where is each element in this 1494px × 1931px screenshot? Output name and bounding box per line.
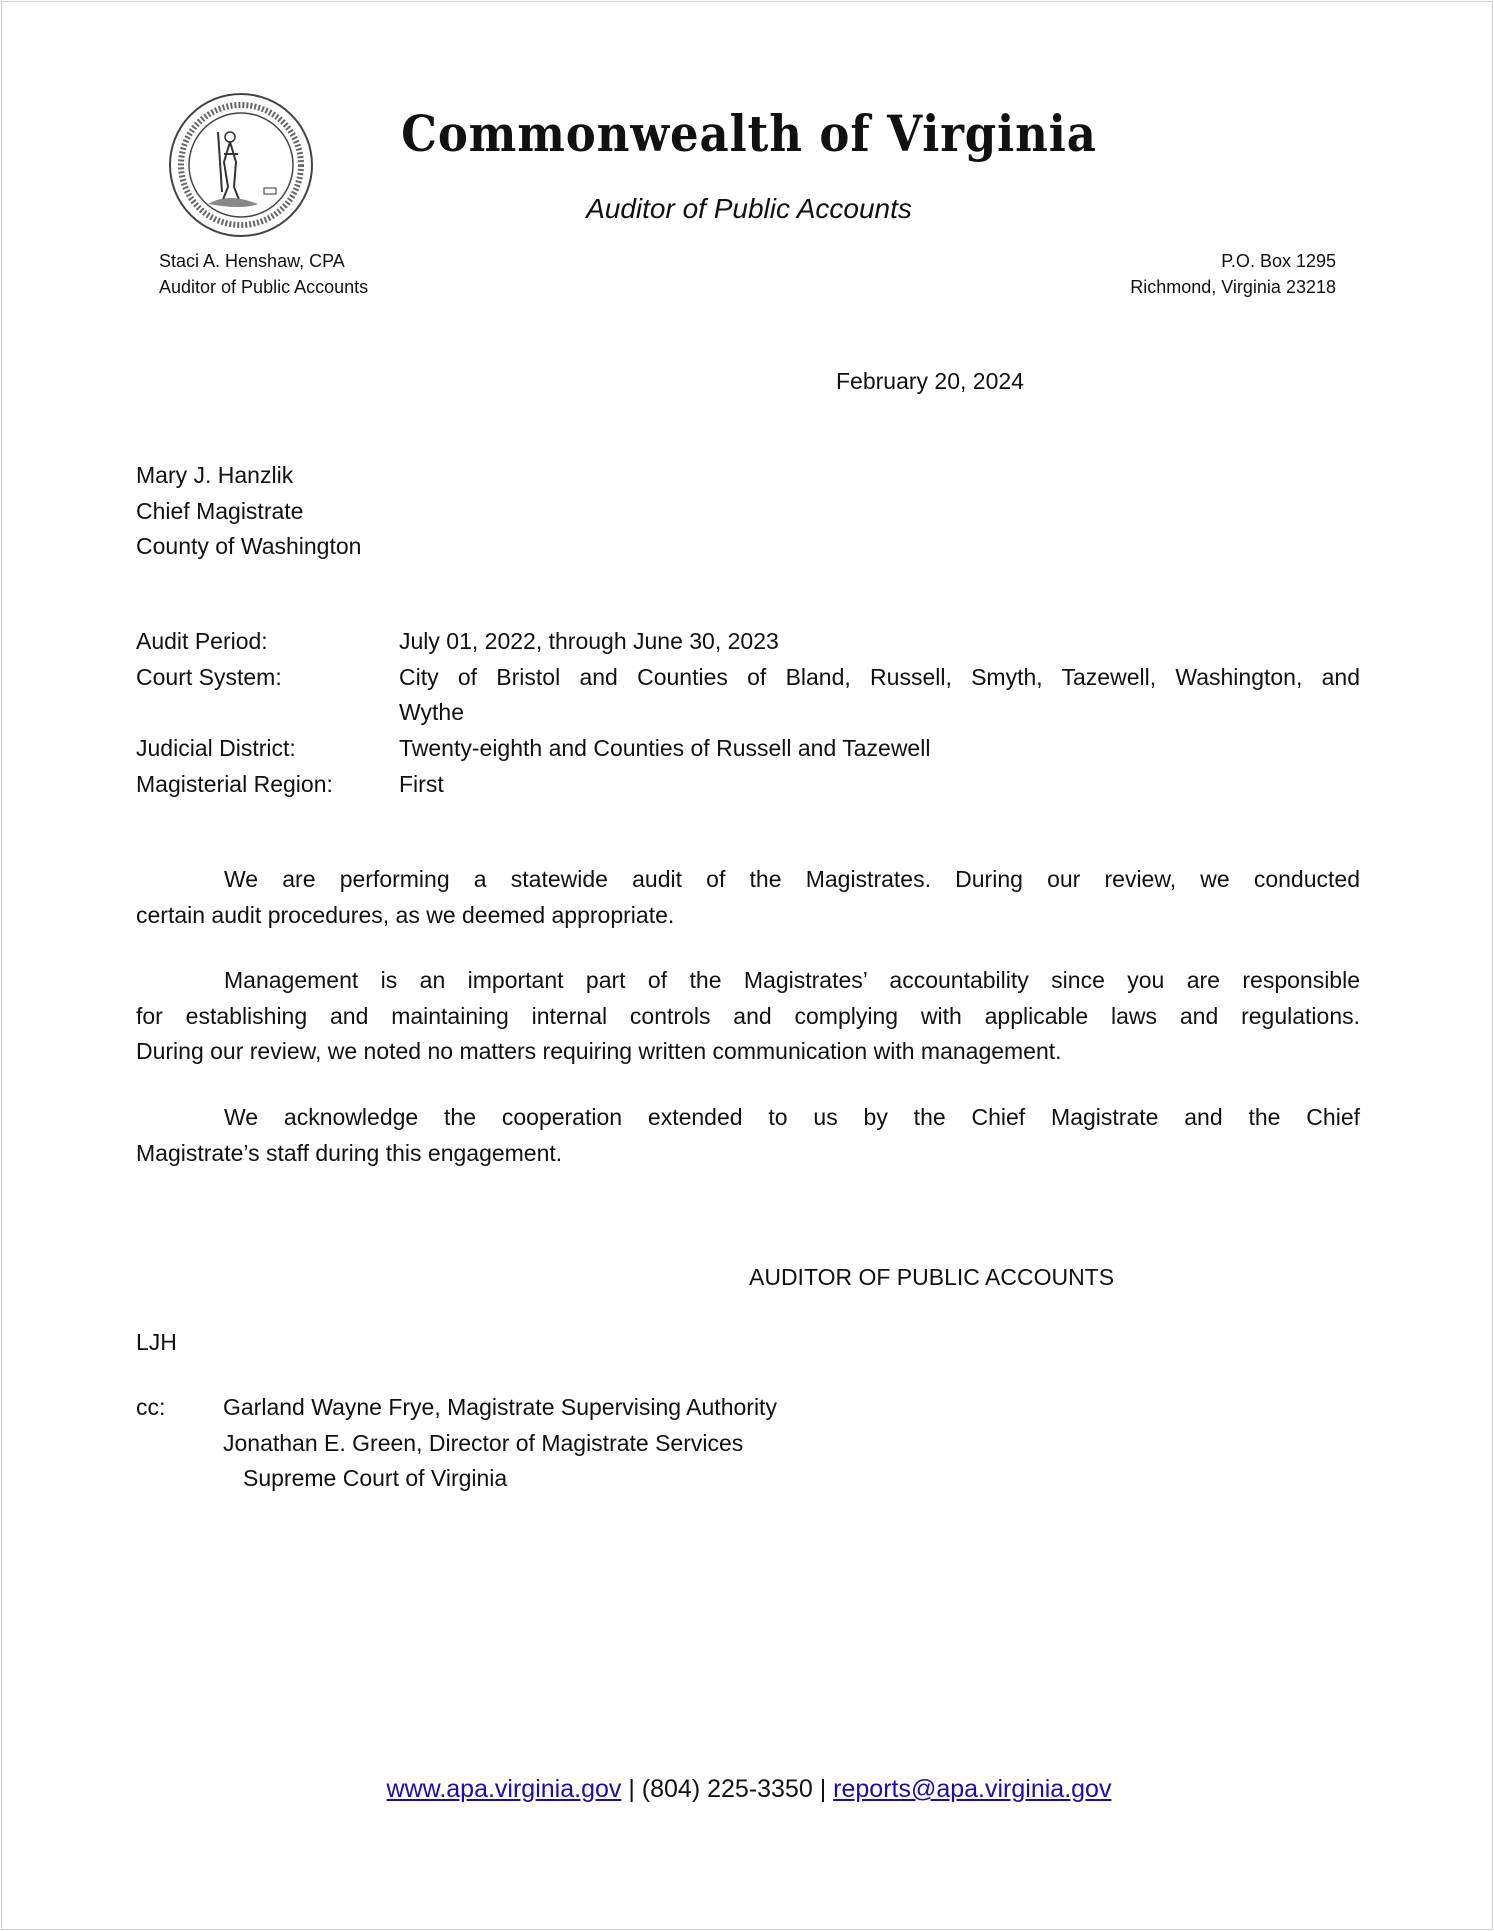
detail-value: Twenty-eighth and Counties of Russell and Tazewell bbox=[399, 735, 931, 762]
signature-block: AUDITOR OF PUBLIC ACCOUNTS bbox=[749, 1264, 1115, 1290]
cc-recipient: Jonathan E. Green, Director of Magistrate Services bbox=[223, 1429, 744, 1456]
recipient-block bbox=[136, 458, 361, 565]
separator: | bbox=[628, 1775, 635, 1803]
auditor-info bbox=[159, 248, 368, 300]
detail-row bbox=[136, 624, 1360, 660]
initials: LJH bbox=[136, 1329, 177, 1355]
detail-value-continued: Wythe bbox=[399, 699, 464, 726]
detail-row bbox=[136, 767, 1360, 803]
recipient-title: Chief Magistrate bbox=[136, 497, 304, 524]
phone-number: (804) 225-3350 bbox=[641, 1775, 813, 1803]
letterhead-title: Commonwealth of Virginia bbox=[401, 104, 1097, 163]
paragraph-line: During our review, we noted no matters requiring written communication with management. bbox=[136, 1038, 1062, 1065]
cc-organization: Supreme Court of Virginia bbox=[243, 1465, 508, 1492]
paragraph-line: Magistrate’s staff during this engagement. bbox=[136, 1139, 563, 1166]
detail-row bbox=[136, 695, 1360, 731]
paragraph-line: We are performing a statewide audit of the Magistrates. During our review, we conducted bbox=[224, 866, 1360, 892]
recipient-county: County of Washington bbox=[136, 533, 362, 560]
detail-value: First bbox=[399, 770, 444, 797]
letter-date: February 20, 2024 bbox=[836, 368, 1024, 394]
footer bbox=[2, 1775, 1494, 1804]
office-address bbox=[1130, 248, 1336, 300]
recipient-name: Mary J. Hanzlik bbox=[136, 462, 294, 488]
detail-label: Court System: bbox=[136, 663, 282, 690]
detail-label: Magisterial Region: bbox=[136, 770, 333, 797]
audit-details bbox=[136, 624, 1360, 803]
paragraph-line: certain audit procedures, as we deemed appropriate. bbox=[136, 901, 675, 928]
letterhead-subtitle: Auditor of Public Accounts bbox=[586, 193, 912, 224]
email-link[interactable]: reports@apa.virginia.gov bbox=[833, 1775, 1112, 1803]
detail-row bbox=[136, 660, 1360, 696]
detail-label: Audit Period: bbox=[136, 628, 268, 654]
auditor-name: Staci A. Henshaw, CPA bbox=[159, 251, 345, 271]
detail-value: City of Bristol and Counties of Bland, Russell, Smyth, Tazewell, Washington, and bbox=[399, 663, 1360, 690]
detail-label: Judicial District: bbox=[136, 735, 296, 762]
body-paragraph bbox=[136, 1100, 1360, 1171]
cc-label: cc: bbox=[136, 1394, 166, 1420]
paragraph-line: Management is an important part of the Magistrates’ accountability since you are responsible bbox=[224, 967, 1360, 993]
website-link[interactable]: www.apa.virginia.gov bbox=[386, 1775, 622, 1803]
letter-page bbox=[1, 1, 1493, 1930]
body-paragraph bbox=[136, 963, 1360, 1070]
city-state-zip: Richmond, Virginia 23218 bbox=[1130, 277, 1336, 297]
body-paragraph bbox=[136, 862, 1360, 933]
auditor-title: Auditor of Public Accounts bbox=[159, 277, 369, 297]
po-box: P.O. Box 1295 bbox=[1221, 251, 1336, 271]
detail-label-empty bbox=[136, 695, 399, 731]
detail-row bbox=[136, 731, 1360, 767]
detail-value: July 01, 2022, through June 30, 2023 bbox=[399, 628, 779, 654]
separator: | bbox=[819, 1775, 827, 1803]
cc-recipient: Garland Wayne Frye, Magistrate Supervising Authority bbox=[223, 1394, 777, 1420]
paragraph-line: We acknowledge the cooperation extended to us by the Chief Magistrate and the Chief bbox=[224, 1104, 1360, 1130]
paragraph-line: for establishing and maintaining internal controls and complying with applicable laws and regulations. bbox=[136, 1002, 1360, 1029]
cc-list bbox=[223, 1390, 777, 1497]
